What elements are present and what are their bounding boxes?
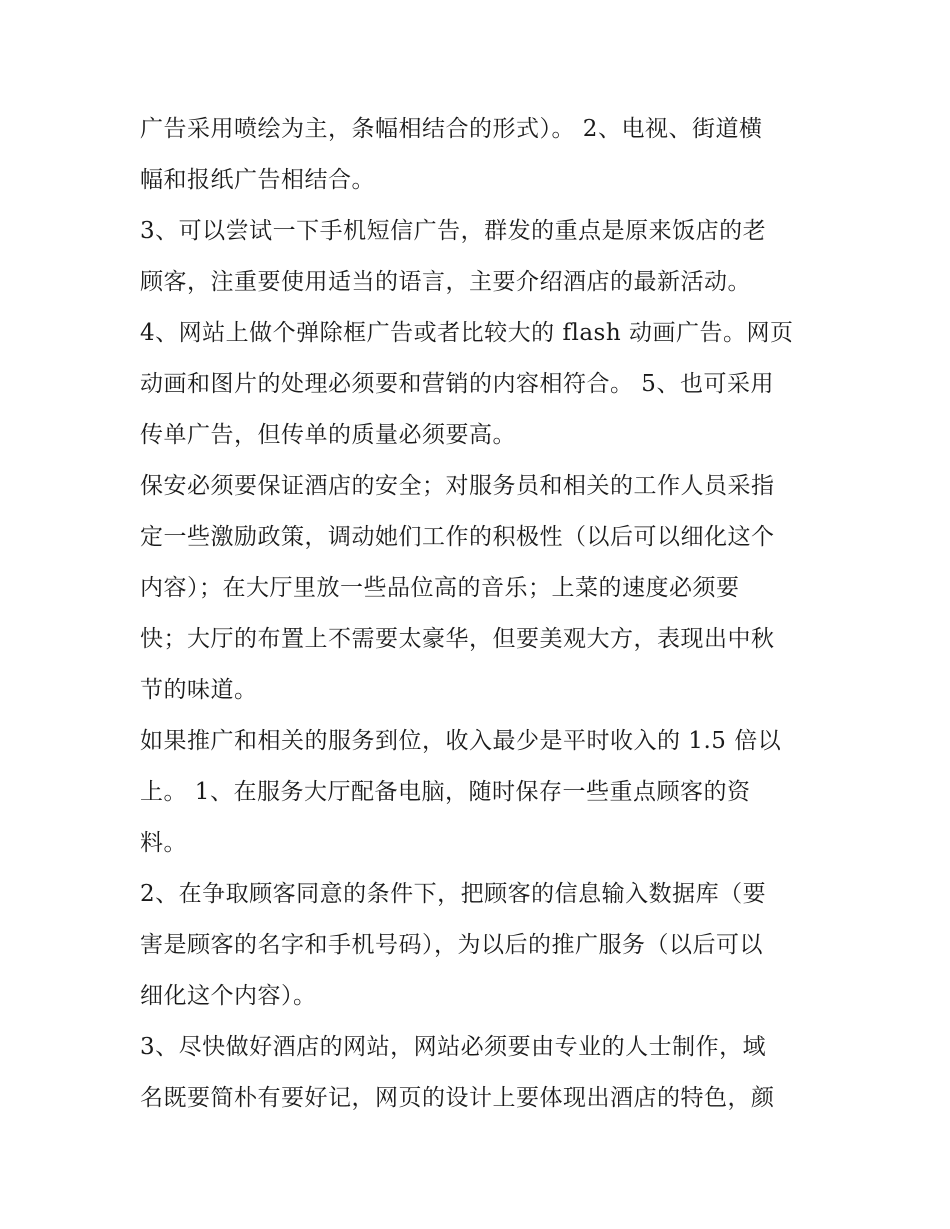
text-line: 名既要简朴有要好记，网页的设计上要体现出酒店的特色，颜 — [140, 1085, 775, 1111]
text-line: 节的味道。 — [140, 677, 258, 703]
text-line: 定一些激励政策，调动她们工作的积极性（以后可以细化这个 — [140, 524, 775, 550]
text-line: 2、在争取顾客同意的条件下，把顾客的信息输入数据库（要 — [140, 881, 767, 907]
text-line: 内容）；在大厅里放一些品位高的音乐；上菜的速度必须要 — [140, 575, 740, 601]
text-line: 顾客，注重要使用适当的语言，主要介绍酒店的最新活动。 — [140, 269, 751, 295]
text-line: 传单广告，但传单的质量必须要高。 — [140, 422, 516, 448]
text-line: 3、尽快做好酒店的网站，网站必须要由专业的人士制作，域 — [140, 1034, 767, 1060]
text-line: 动画和图片的处理必须要和营销的内容相符合。 5、也可采用 — [140, 371, 774, 397]
text-line: 3、可以尝试一下手机短信广告，群发的重点是原来饭店的老 — [140, 218, 767, 244]
text-line: 幅和报纸广告相结合。 — [140, 167, 375, 193]
text-line: 如果推广和相关的服务到位，收入最少是平时收入的 1.5 倍以 — [140, 728, 782, 754]
text-line: 4、网站上做个弹除框广告或者比较大的 flash 动画广告。网页 — [140, 320, 794, 346]
document-body — [140, 104, 820, 1124]
text-line: 广告采用喷绘为主，条幅相结合的形式）。 2、电视、街道横 — [140, 116, 763, 142]
text-line: 快；大厅的布置上不需要太豪华，但要美观大方，表现出中秋 — [140, 626, 775, 652]
text-line: 细化这个内容）。 — [140, 983, 317, 1009]
text-line: 害是顾客的名字和手机号码），为以后的推广服务（以后可以 — [140, 932, 763, 958]
text-line: 上。 1、在服务大厅配备电脑，随时保存一些重点顾客的资 — [140, 779, 751, 805]
text-line: 保安必须要保证酒店的安全；对服务员和相关的工作人员采指 — [140, 473, 775, 499]
text-line: 料。 — [140, 830, 187, 856]
